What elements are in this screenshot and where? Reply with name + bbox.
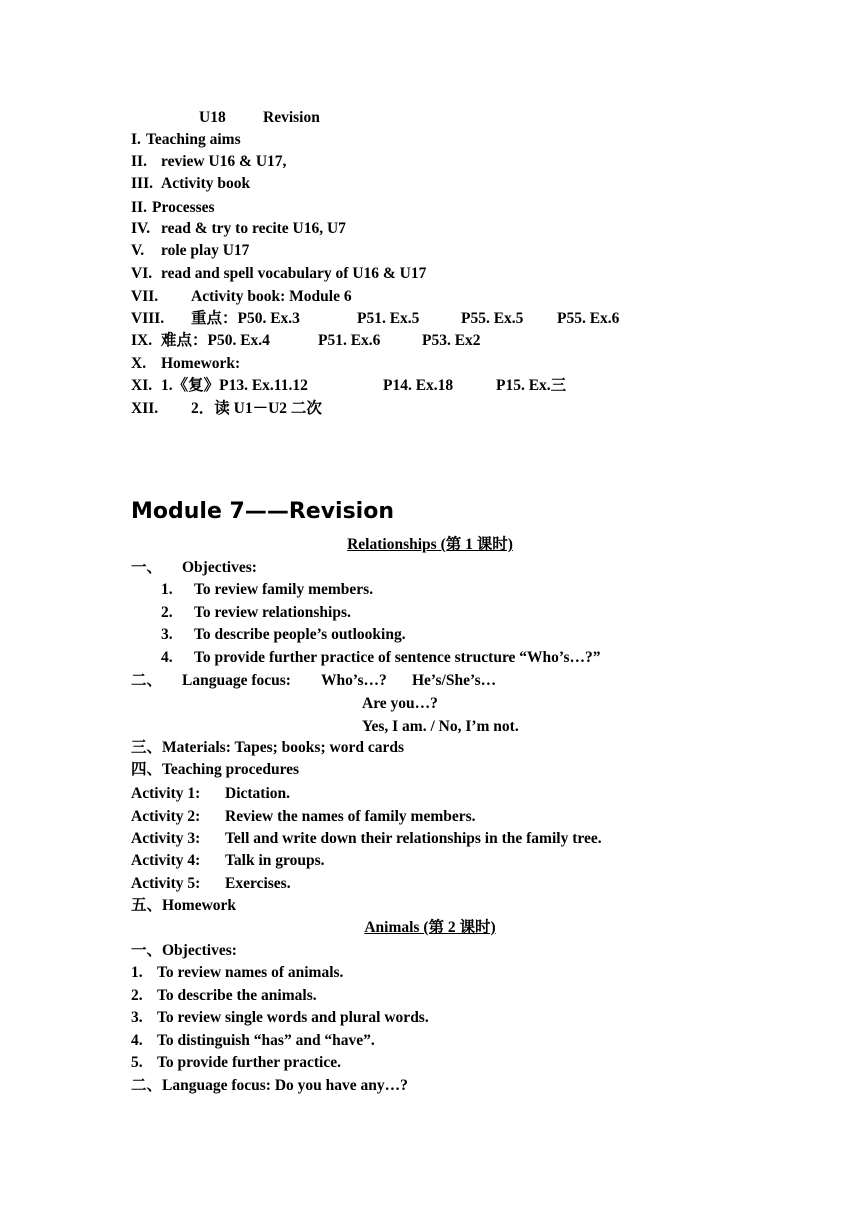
objective-num: 2. <box>161 604 173 621</box>
materials-line: 三、Materials: Tapes; books; word cards <box>131 739 404 756</box>
objective-text: To review relationships. <box>194 604 351 621</box>
focus-label: Language focus: <box>182 672 291 689</box>
lesson1-objectives-num: 一、 <box>131 559 163 576</box>
activity-label: Activity 1: <box>131 785 201 802</box>
u18-title-word: Revision <box>263 109 320 126</box>
u18-line-text: read and spell vocabulary of U16 & U17 <box>161 265 427 282</box>
activity-label: Activity 5: <box>131 875 201 892</box>
key-points-item: P51. Ex.5 <box>357 310 420 327</box>
u18-line-text: role play U17 <box>161 242 250 259</box>
activity-text: Exercises. <box>225 875 291 892</box>
hw2-text: 2．读 U1－U2 二次 <box>191 400 322 417</box>
lesson2-item-num: 5. <box>131 1054 143 1071</box>
key-points-num: VIII. <box>131 310 165 327</box>
u18-line-text: Processes <box>152 199 215 216</box>
activity-text: Review the names of family members. <box>225 808 476 825</box>
focus-item: He’s/She’s… <box>412 672 497 689</box>
u18-line-num: V. <box>131 242 145 259</box>
lesson2-focus: 二、Language focus: Do you have any…? <box>131 1077 408 1094</box>
lesson2-heading: Animals (第 2 课时) <box>364 919 496 936</box>
key-points-item: P55. Ex.6 <box>557 310 620 327</box>
lesson2-item-text: To provide further practice. <box>157 1054 341 1071</box>
lesson1-heading: Relationships (第 1 课时) <box>347 536 513 553</box>
u18-line-text: review U16 & U17, <box>161 153 287 170</box>
u18-line-num: I. <box>131 131 141 148</box>
objective-num: 3. <box>161 626 173 643</box>
objective-text: To review family members. <box>194 581 374 598</box>
activity-text: Tell and write down their relationships in the family tree. <box>225 830 602 847</box>
u18-line-text: Teaching aims <box>146 131 241 148</box>
u18-line-text: Activity book <box>161 175 251 192</box>
objective-num: 4. <box>161 649 173 666</box>
u18-line-num: IV. <box>131 220 151 237</box>
key-points-label: 重点：P50. Ex.3 <box>191 310 300 327</box>
module-title: Module 7——Revision <box>131 499 395 524</box>
activity-label: Activity 4: <box>131 852 201 869</box>
activity-label: Activity 3: <box>131 830 201 847</box>
u18-line-num: III. <box>131 175 153 192</box>
u18-line-num: VII. <box>131 288 159 305</box>
lesson1-objectives-label: Objectives: <box>182 559 257 576</box>
lesson2-item-text: To review single words and plural words. <box>157 1009 429 1026</box>
lesson2-item-text: To distinguish “has” and “have”. <box>157 1032 375 1049</box>
hw1-item: P14. Ex.18 <box>383 377 454 394</box>
u18-line-text: Activity book: Module 6 <box>191 288 352 305</box>
activity-text: Dictation. <box>225 785 291 802</box>
objective-text: To describe people’s outlooking. <box>194 626 406 643</box>
u18-line-num: VI. <box>131 265 153 282</box>
difficult-points-item: P53. Ex2 <box>422 332 481 349</box>
hw1-item: P15. Ex.三 <box>496 377 567 394</box>
u18-title-unit: U18 <box>199 109 226 126</box>
focus-num: 二、 <box>131 672 163 689</box>
lesson2-item-num: 4. <box>131 1032 143 1049</box>
objective-num: 1. <box>161 581 173 598</box>
homework-num: X. <box>131 355 147 372</box>
difficult-points-label: 难点：P50. Ex.4 <box>161 332 270 349</box>
u18-line-text: read & try to recite U16, U7 <box>161 220 346 237</box>
lesson2-objectives: 一、Objectives: <box>131 942 237 959</box>
focus-item: Yes, I am. / No, I’m not. <box>362 718 519 735</box>
lesson2-item-num: 2. <box>131 987 143 1004</box>
u18-line-num: II. <box>131 153 147 170</box>
procedures-line: 四、Teaching procedures <box>131 761 300 778</box>
activity-label: Activity 2: <box>131 808 201 825</box>
difficult-points-item: P51. Ex.6 <box>318 332 381 349</box>
lesson1-homework: 五、Homework <box>131 897 237 914</box>
hw1-num: XI. <box>131 377 153 394</box>
hw1-text: 1.《复》P13. Ex.11.12 <box>161 377 308 394</box>
lesson2-item-num: 1. <box>131 964 143 981</box>
focus-item: Are you…? <box>362 695 438 712</box>
difficult-points-num: IX. <box>131 332 153 349</box>
hw2-num: XII. <box>131 400 159 417</box>
u18-line-num: II. <box>131 199 147 216</box>
lesson2-item-num: 3. <box>131 1009 143 1026</box>
homework-label: Homework: <box>161 355 241 372</box>
lesson2-item-text: To describe the animals. <box>157 987 317 1004</box>
focus-item: Who’s…? <box>321 672 387 689</box>
lesson2-item-text: To review names of animals. <box>157 964 344 981</box>
key-points-item: P55. Ex.5 <box>461 310 524 327</box>
objective-text: To provide further practice of sentence structure “Who’s…?” <box>194 649 601 666</box>
activity-text: Talk in groups. <box>225 852 325 869</box>
